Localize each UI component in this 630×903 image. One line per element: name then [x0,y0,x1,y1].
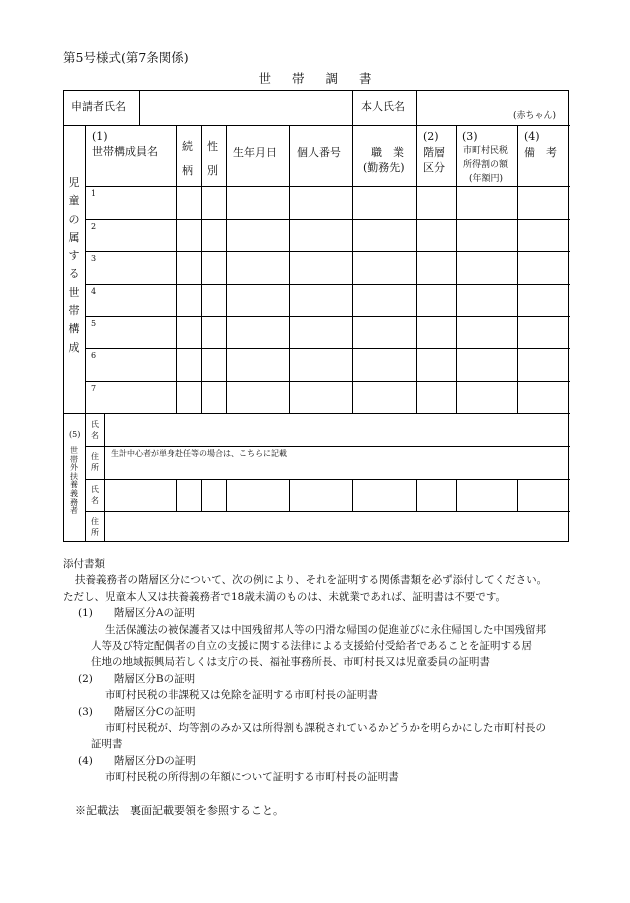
row-number: 4 [91,287,97,296]
note-item-text: 住地の地域振興局若しくは支庁の長、福祉事務所長、市町村長又は児童委員の証明書 [91,656,490,669]
row-rule [85,251,570,252]
tier-header: 区分 [423,161,445,174]
col-divider [176,479,177,511]
col-divider [201,479,202,511]
person-name-label: 本人氏名 [361,100,405,113]
attachment-notes [63,556,573,786]
header-divider [352,91,353,125]
col-divider [517,125,518,413]
outside-address-note: 生計中心者が単身赴任等の場合は、こちらに記載 [111,449,287,458]
label-divider [104,413,105,542]
remarks-header: 備 考 [524,146,557,159]
outside-address-label: 住 所 [91,452,99,472]
footer-note: ※記載法 裏面記載要領を参照すること。 [75,804,284,817]
outside-rule [85,446,570,447]
note-item-text: 市町村民税が、均等割のみか又は所得割も課税されているかどうかを明らかにした市町村長の [105,722,546,735]
row-rule [85,284,570,285]
row-number: 7 [91,384,97,393]
notes-intro: 扶養義務者の階層区分について、次の例により、それを証明する関係書類を必ず添付してください。 [75,574,548,587]
note-item-text: 市町村民税の非課税又は免除を証明する市町村長の証明書 [105,689,378,702]
sex-header: 別 [207,164,218,177]
birthdate-header: 生年月日 [233,146,277,159]
col-divider [289,479,290,511]
notes-intro: ただし、児童本人又は扶養義務者で18歳未満のものは、未就業であれば、証明書は不要です。 [63,590,507,603]
outside-rule [85,479,570,480]
note-item-text: 人等及び特定配偶者の自立の支援に関する法律による支援給付受給者であることを証明する居 [91,640,532,653]
note-item-text: 証明書 [91,738,123,751]
household-table [63,90,569,542]
col-divider [352,125,353,413]
header-rule [64,125,570,126]
note-item-label: (4) 階層区分Dの証明 [78,754,196,767]
outside-name-label: 氏 名 [91,420,99,440]
outside-name-label: 氏 名 [91,485,99,505]
tax-header: (年額円) [469,174,504,184]
outside-section-no: (5) [69,430,81,439]
person-name-note: (赤ちゃん) [513,111,557,121]
col-divider [416,479,417,511]
member-name-header: 世帯構成員名 [92,145,158,158]
form-number: 第5号様式(第7条関係) [63,50,189,65]
outside-address-label: 住 所 [91,517,99,537]
tax-no: (3) [462,130,478,143]
household-section-label: 児 童 の 属 す る 世 帯 構 成 [68,176,80,354]
occupation-header: 職 業 [371,146,404,159]
tax-header: 市町村民税 [463,146,509,156]
note-item-label: (1) 階層区分Aの証明 [78,607,195,620]
col-divider [289,125,290,413]
row-number: 1 [91,189,97,198]
col-divider [416,125,417,413]
relation-header: 続 [182,140,193,153]
tax-header: 所得割の額 [463,160,509,170]
row-rule [85,316,570,317]
col-divider [456,479,457,511]
col-divider [201,125,202,413]
member-name-no: (1) [92,130,108,143]
row-number: 3 [91,254,97,263]
tier-header: 階層 [423,146,445,159]
header-divider [416,91,417,125]
col-divider [226,479,227,511]
page-title: 世帯調書 [258,71,393,86]
row-rule [85,381,570,382]
col-divider [352,479,353,511]
row-rule [85,348,570,349]
note-item-text: 市町村民税の所得割の年額について証明する市町村長の証明書 [105,771,399,784]
header-divider [139,91,140,125]
sex-header: 性 [207,140,218,153]
col-divider [456,125,457,413]
notes-heading: 添付書類 [63,558,105,570]
id-number-header: 個人番号 [297,146,341,159]
relation-header: 柄 [182,164,193,177]
col-header-rule [85,186,570,187]
row-number: 6 [91,351,97,360]
note-item-label: (3) 階層区分Cの証明 [78,705,196,718]
col-divider [226,125,227,413]
note-item-text: 生活保護法の被保護者又は中国残留邦人等の円滑な帰国の促進並びに永住帰国した中国残留邦 [105,623,546,636]
section-divider [85,125,86,542]
row-rule [85,219,570,220]
row-number: 5 [91,319,97,328]
applicant-name-label: 申請者氏名 [71,100,126,113]
remarks-no: (4) [524,130,540,143]
note-item-label: (2) 階層区分Bの証明 [78,672,196,685]
col-divider [517,479,518,511]
workplace-header: (勤務先) [363,161,405,174]
tier-no: (2) [423,130,439,143]
col-divider [176,125,177,413]
section-rule [64,413,570,414]
row-number: 2 [91,222,97,231]
outside-section-label: 世 帯 外 扶 養 義 務 者 [70,446,78,516]
outside-rule [85,511,570,512]
